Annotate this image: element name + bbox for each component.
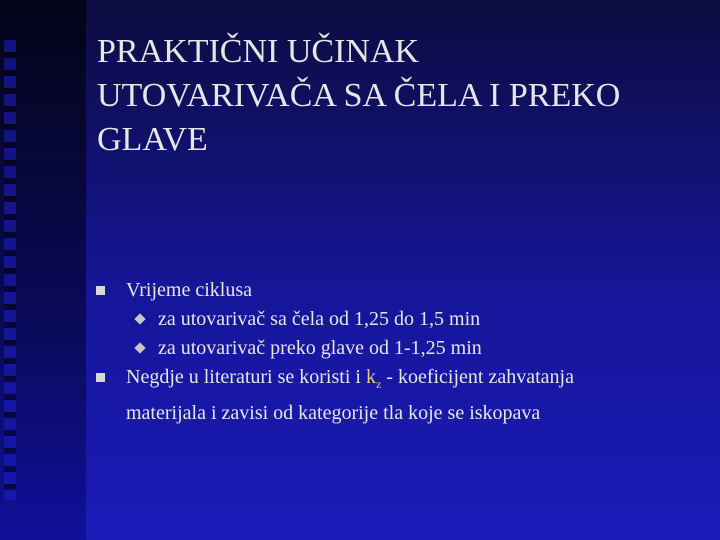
slide-title (97, 30, 697, 162)
bullet-text-after: - koeficijent zahvatanja (381, 366, 574, 388)
sub-bullet-item-2 (96, 334, 706, 363)
bullet-list (96, 276, 706, 428)
bullet-item-1 (96, 276, 706, 305)
square-bullet-icon (96, 286, 105, 295)
square-bullet-icon (96, 373, 105, 382)
bullet-text-before: Negdje u literaturi se koristi i (126, 366, 366, 388)
coefficient-symbol: $k_z$ (365, 366, 382, 391)
sub-bullet-text: za utovarivač preko glave od 1-1,25 min (158, 337, 482, 359)
left-decor-band (0, 0, 86, 540)
bullet-item-2 (96, 363, 706, 428)
title-line-3: GLAVE (97, 121, 208, 158)
diamond-bullet-icon (134, 313, 145, 324)
decor-square-column (4, 40, 22, 500)
title-line-2: UTOVARIVAČA SA ČELA I PREKO (97, 77, 621, 114)
diamond-bullet-icon (134, 342, 145, 353)
sub-bullet-item-1 (96, 305, 706, 334)
bullet-text-continuation: materijala i zavisi od kategorije tla koje se iskopava (126, 402, 541, 424)
title-line-1: PRAKTIČNI UČINAK (97, 33, 420, 70)
sub-bullet-text: za utovarivač sa čela od 1,25 do 1,5 min (158, 308, 481, 330)
bullet-text: Vrijeme ciklusa (126, 279, 252, 301)
